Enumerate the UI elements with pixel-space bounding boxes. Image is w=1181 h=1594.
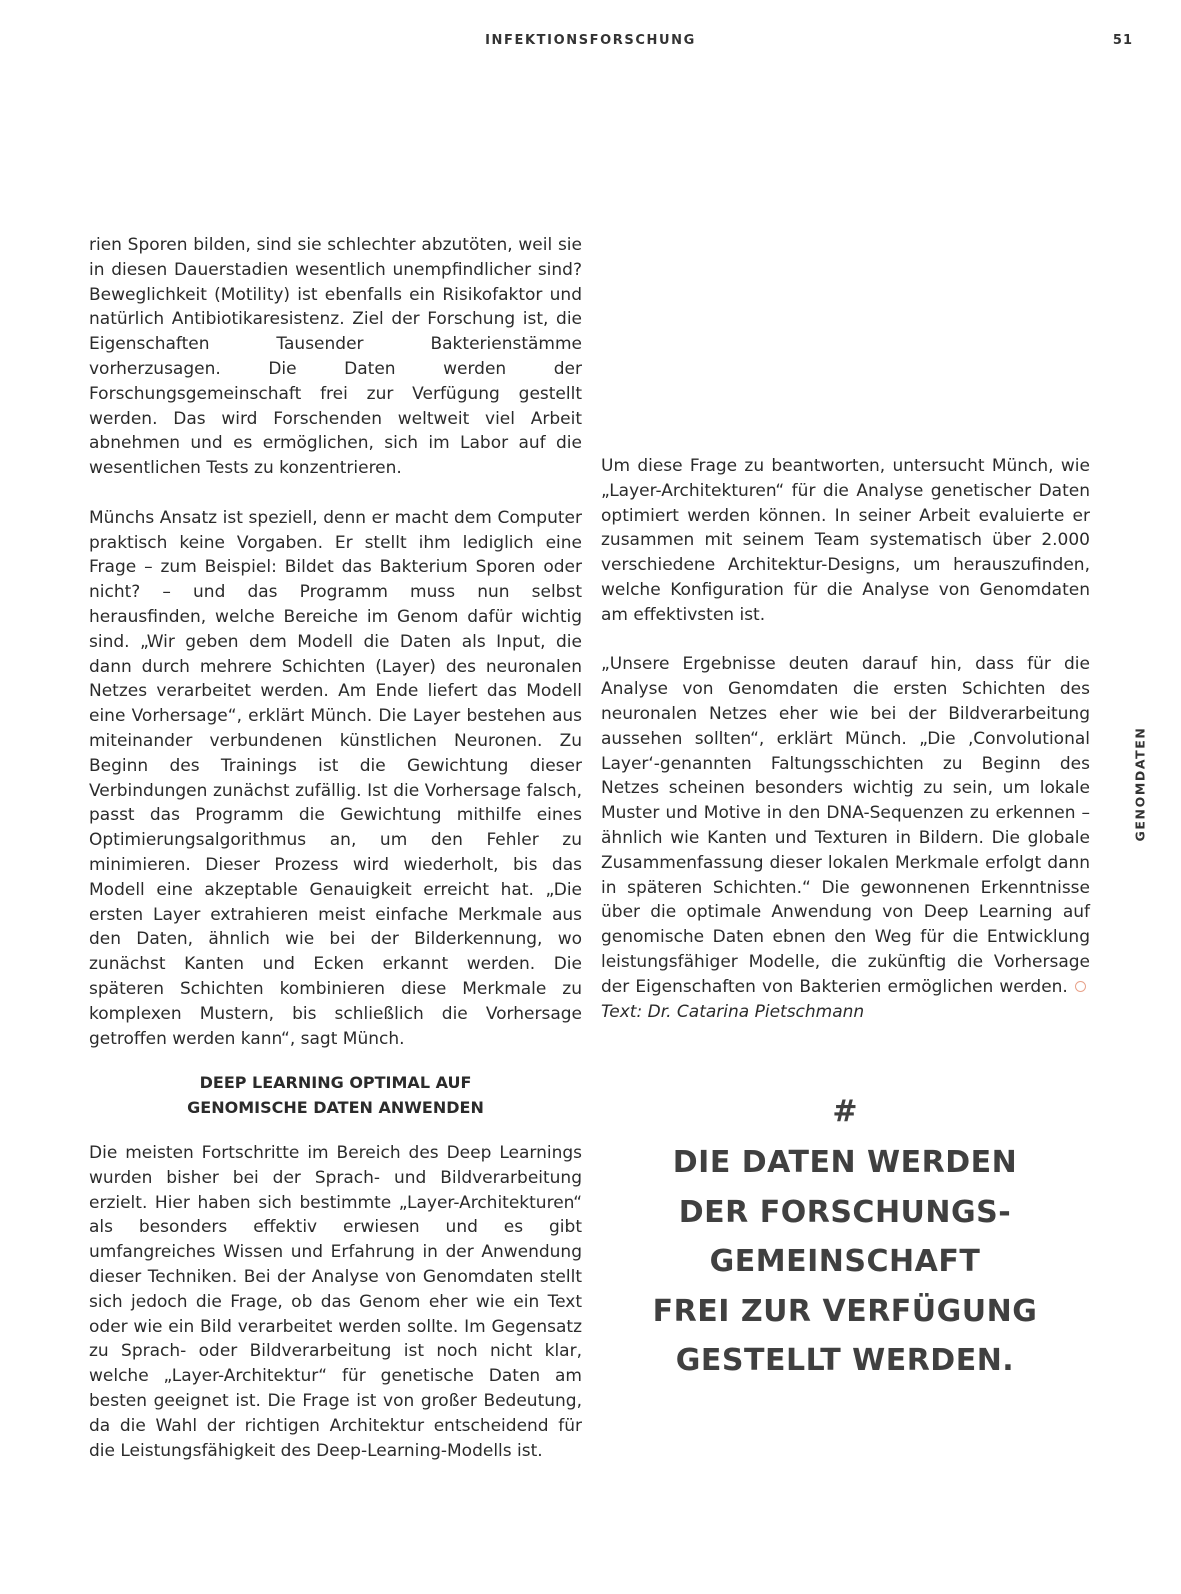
pull-quote-line-5: GESTELLT WERDEN. bbox=[675, 1343, 1015, 1378]
subheading-line-2: GENOMISCHE DATEN ANWENDEN bbox=[187, 1098, 484, 1117]
pull-quote-hash: # bbox=[832, 1094, 858, 1129]
page-number: 51 bbox=[1112, 33, 1133, 48]
pull-quote-line-3: GEMEINSCHAFT bbox=[709, 1244, 981, 1279]
hexagon-end-mark-icon bbox=[1075, 981, 1086, 992]
subheading bbox=[89, 1070, 582, 1120]
right-paragraph-1: Um diese Frage zu beantworten, untersucht Münch, wie „Layer-Architekturen“ für die Analyse genetischer Daten optimiert werden können. In seiner Arbeit evaluierte er zusammen mit seinem Team systematisch über 2.000 verschiedene Architektur-Designs, um herauszufinden, welche Konfiguration für die Analyse von Genomdaten am effektivsten ist. bbox=[601, 456, 1090, 625]
pull-quote bbox=[630, 1090, 1060, 1386]
author-credit: Text: Dr. Catarina Pietschmann bbox=[601, 1001, 865, 1022]
running-head-section: INFEKTIONSFORSCHUNG bbox=[485, 33, 696, 48]
right-paragraph-2 bbox=[601, 652, 1090, 1024]
left-column bbox=[89, 233, 582, 1051]
subheading-line-1: DEEP LEARNING OPTIMAL AUF bbox=[199, 1073, 472, 1092]
pull-quote-line-4: FREI ZUR VERFÜGUNG bbox=[652, 1293, 1038, 1329]
left-paragraph-1: rien Sporen bilden, sind sie schlechter abzutöten, weil sie in diesen Dauerstadien wesentlich unempfindlicher sind? Beweglichkeit (Motility) ist ebenfalls ein Risikofaktor und natürlich Antibiotikaresistenz. Ziel der Forschung ist, die Eigenschaften Tausender Bakterienstämme vorherzusagen. Die Daten werden der Forschungsgemeinschaft frei zur Verfügung gestellt werden. Das wird Forschenden weltweit viel Arbeit abnehmen und es ermöglichen, sich im Labor auf die wesentlichen Tests zu konzentrieren. bbox=[89, 235, 582, 479]
lower-left-column bbox=[89, 1141, 582, 1463]
pull-quote-line-2: DER FORSCHUNGS- bbox=[678, 1194, 1012, 1230]
side-section-label: GENOMDATEN bbox=[1132, 726, 1148, 842]
right-paragraph-2-text: „Unsere Ergebnisse deuten darauf hin, dass für die Analyse von Genomdaten die ersten Schichten des neuronalen Netzes eher wie bei der Bildverarbeitung aussehen sollten“, erklärt Münch. „Die ‚Convolutional Layer‘-genannten Faltungsschichten zu Beginn des Netzes scheinen besonders wichtig zu sein, um lokale Muster und Motive in den DNA-Sequenzen zu erkennen – ähnlich wie Kanten und Texturen in Bildern. Die globale Zusammenfassung dieser lokalen Merkmale erfolgt dann in späteren Schichten.“ Die gewonnenen Erkenntnisse über die optimale Anwendung von Deep Learning auf genomische Daten ebnen den Weg für die Entwicklung leistungsfähiger Modelle, die zukünftig die Vorhersage der Eigenschaften von Bakterien ermöglichen werden. bbox=[601, 654, 1090, 997]
lower-left-paragraph: Die meisten Fortschritte im Bereich des Deep Learnings wurden bisher bei der Sprach- und Bildverarbeitung erzielt. Hier haben sich bestimmte „Layer-Architekturen“ als besonders effektiv erwiesen und es gibt umfangreiches Wissen und Erfahrung in der Anwendung dieser Techniken. Bei der Analyse von Genomdaten stellt sich jedoch die Frage, ob das Genom eher wie ein Text oder wie ein Bild verarbeitet werden sollte. Im Gegensatz zu Sprach- oder Bildverarbeitung ist noch nicht klar, welche „Layer-Architektur“ für genetische Daten am besten geeignet ist. Die Frage ist von großer Bedeutung, da die Wahl der richtigen Architektur entscheidend für die Leistungsfähigkeit des Deep-Learning-Modells ist. bbox=[89, 1143, 582, 1461]
left-paragraph-2: Münchs Ansatz ist speziell, denn er macht dem Computer praktisch keine Vorgaben. Er stellt ihm lediglich eine Frage – zum Beispiel: Bildet das Bakterium Sporen oder nicht? – und das Programm muss nun selbst herausfinden, welche Bereiche im Genom dafür wichtig sind. „Wir geben dem Modell die Daten als Input, die dann durch mehrere Schichten (Layer) des neuronalen Netzes verarbeitet werden. Am Ende liefert das Modell eine Vorhersage“, erklärt Münch. Die Layer bestehen aus miteinander verbundenen künstlichen Neuronen. Zu Beginn des Trainings ist die Gewichtung dieser Verbindungen zunächst zufällig. Ist die Vorhersage falsch, passt das Programm die Gewichtung mithilfe eines Optimierungsalgorithmus an, um den Fehler zu minimieren. Dieser Prozess wird wiederholt, bis das Modell eine akzeptable Genauigkeit erreicht hat. „Die ersten Layer extrahieren meist einfache Merkmale aus den Daten, ähnlich wie bei der Bilderkennung, wo zunächst Kanten und Ecken erkannt werden. Die späteren Schichten kombinieren diese Merkmale zu komplexen Mustern, bis schließlich die Vorhersage getroffen werden kann“, sagt Münch. bbox=[89, 507, 582, 1049]
pull-quote-line-1: DIE DATEN WERDEN bbox=[672, 1145, 1018, 1180]
right-column bbox=[601, 454, 1090, 1024]
